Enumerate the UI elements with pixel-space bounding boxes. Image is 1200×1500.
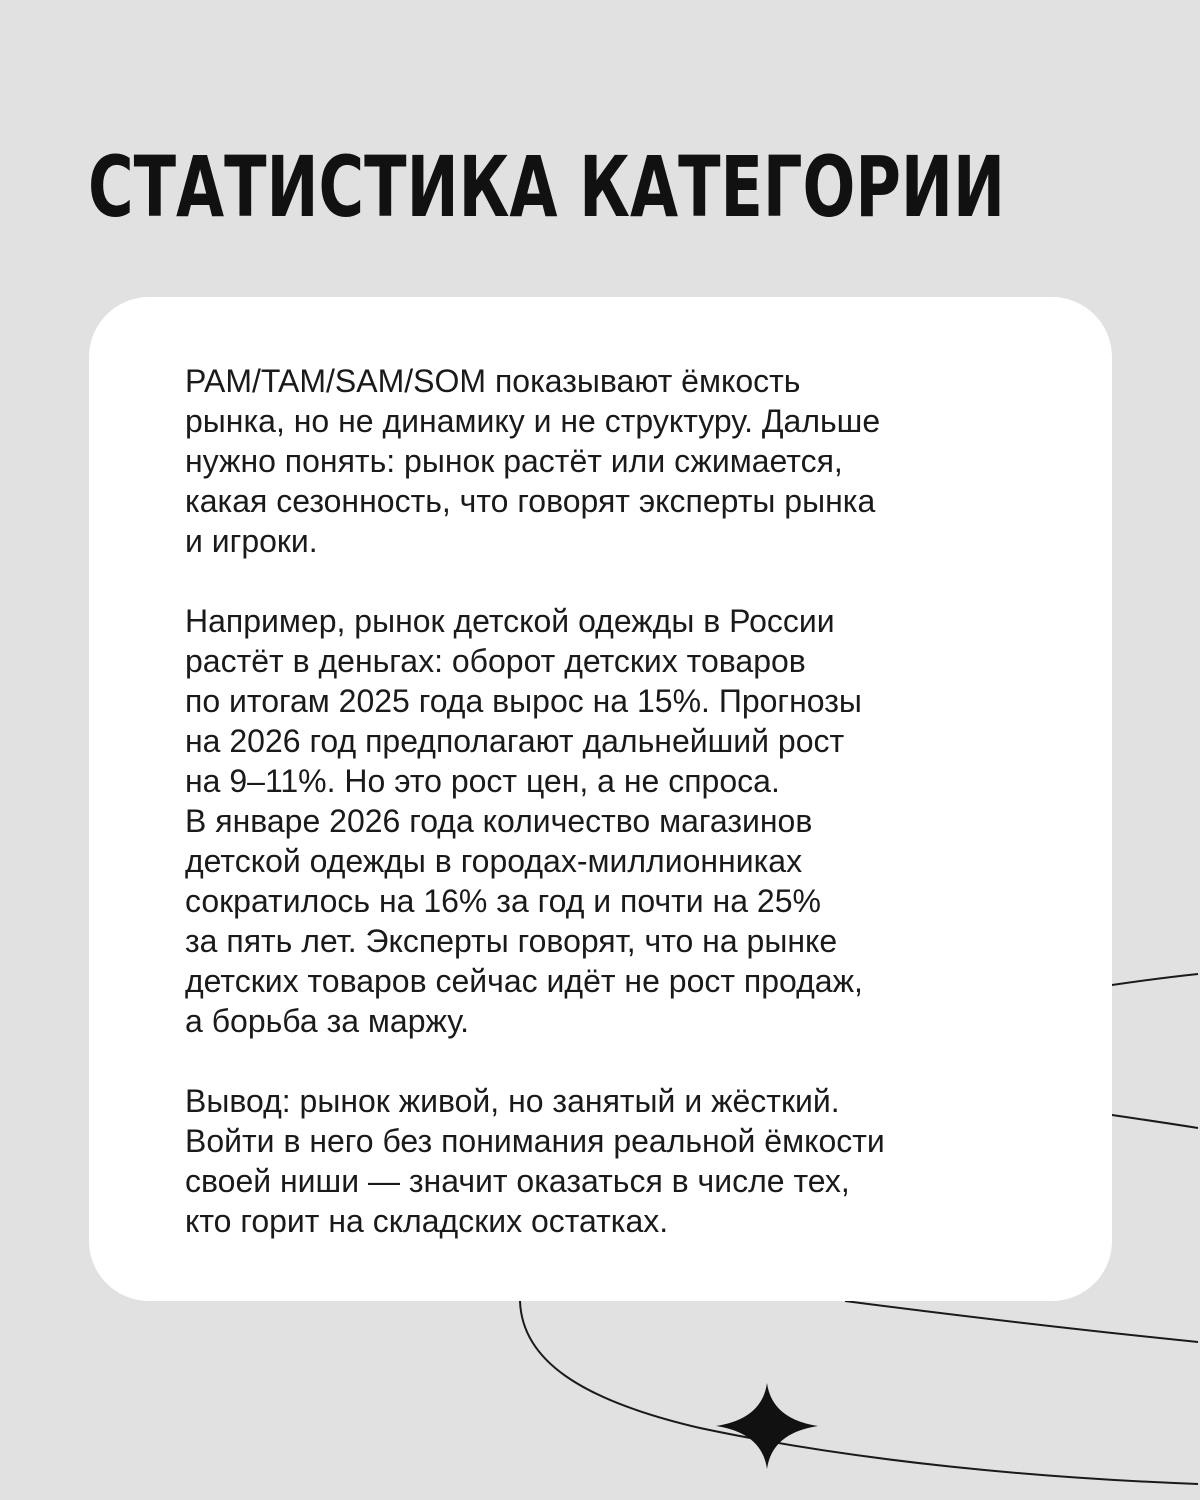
content-card [89, 297, 1112, 1301]
paragraph-example: Например, рынок детской одежды в России растёт в деньгах: оборот детских товаров по итогам 2025 года вырос на 15%. Прогнозы на 2026 год предполагают дальнейший рост на 9–11%. Но это рост цен, а не спроса. В январе 2026 года количество магазинов детской одежды в городах-миллионниках сократилось на 16% за год и почти на 25% за пять лет. Эксперты говорят, что на рынке детских товаров сейчас идёт не рост продаж, а борьба за маржу. [185, 603, 863, 1039]
orbit-line [1112, 974, 1198, 985]
orbit-line [520, 1301, 1198, 1484]
orbit-line [1112, 1115, 1198, 1128]
orbit-line [845, 1301, 1198, 1342]
sparkle-icon [716, 1383, 818, 1469]
paragraph-intro: PAM/TAM/SAM/SOM показывают ёмкость рынка, но не динамику и не структуру. Дальше нужно понять: рынок растёт или сжимается, какая сезонность, что говорят эксперты рынка и игроки. [185, 363, 881, 559]
paragraph-conclusion: Вывод: рынок живой, но занятый и жёсткий. Войти в него без понимания реальной ёмкости своей ниши — значит оказаться в числе тех, кто горит на складских остатках. [185, 1083, 885, 1239]
page-title: СТАТИСТИКА КАТЕГОРИИ [88, 138, 1005, 236]
